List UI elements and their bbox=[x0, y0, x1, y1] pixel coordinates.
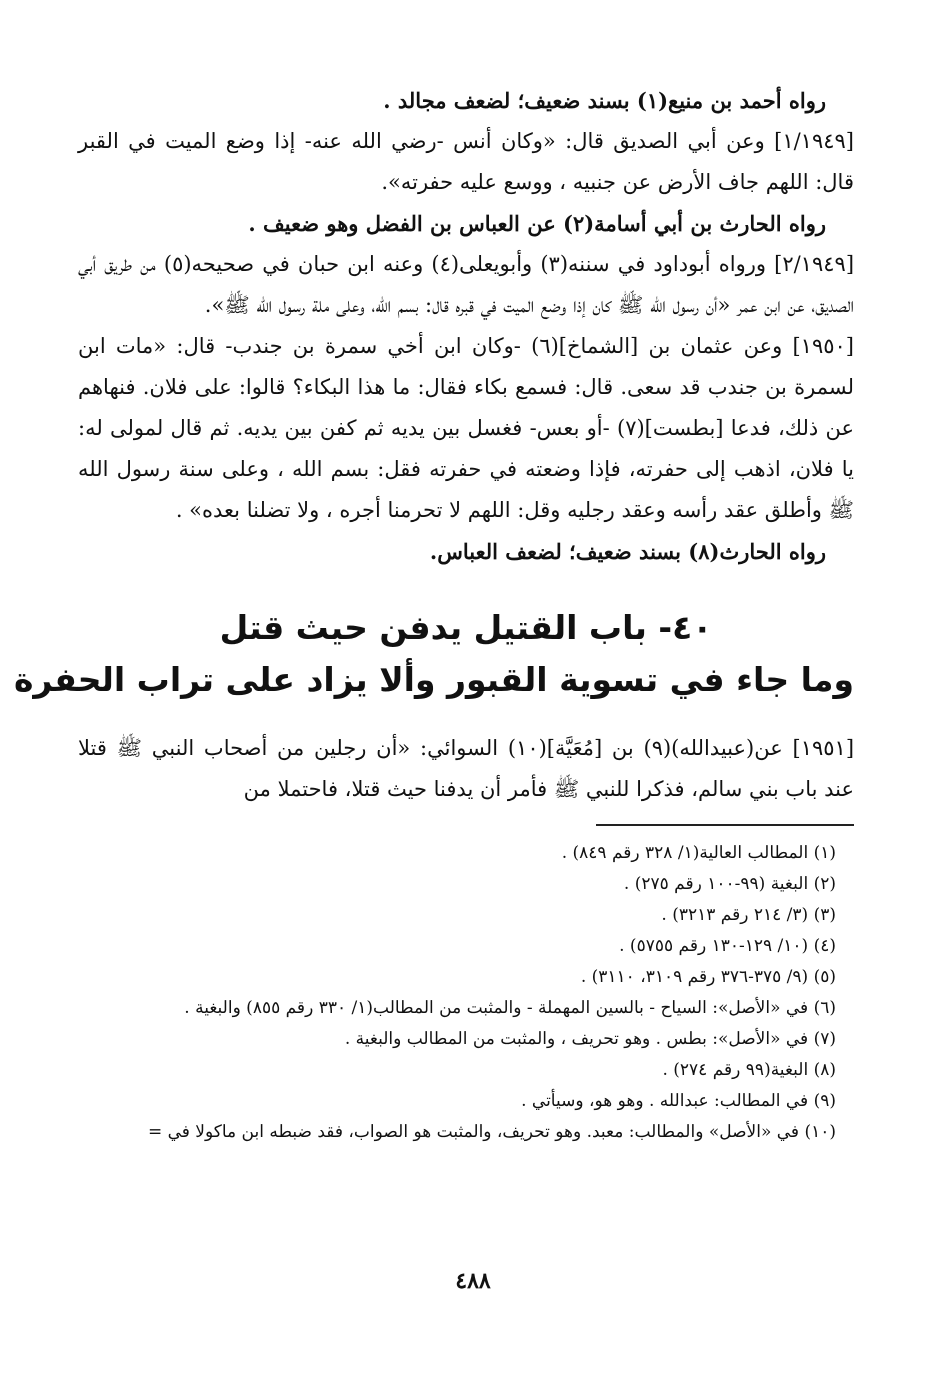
footnote: (٤) (١٠/ ١٢٩-١٣٠ رقم ٥٧٥٥) . bbox=[619, 936, 836, 956]
page-content bbox=[13, 80, 855, 1148]
chapter-heading-line-1: ٤٠- باب القتيل يدفن حيث قتل bbox=[219, 608, 713, 647]
top-paragraphs bbox=[78, 80, 854, 572]
paragraph: [١٩٥٠] وعن عثمان بن [الشماخ](٦) -وكان ابن أخي سمرة بن جندب- قال: «مات ابن لسمرة بن جندب قد سعى. قال: فسمع بكاء فقال: ما هذا البكاء؟ قالوا: على فلان. فنهاهم عن ذلك، فدعا [بطست](٧) -أو بعس- فغسل بين يديه ثم كفن بين يديه. ثم قال لمولى له: يا فلان، اذهب إلى حفرته، فإذا وضعته في حفرته فقل: بسم الله ، وعلى سنة رسول الله ﷺ وأطلق عقد رأسه وعقد رجليه وقل: اللهم لا تحرمنا أجره ، ولا تضلنا بعده» . bbox=[78, 334, 854, 522]
paragraph: رواه الحارث(٨) بسند ضعيف؛ لضعف العباس. bbox=[429, 539, 826, 564]
footnote: (٧) في «الأصل»: بطس . وهو تحريف ، والمثبت من المطالب والبغية . bbox=[344, 1029, 836, 1049]
bottom-paragraphs bbox=[78, 728, 854, 810]
paragraph: رواه الحارث بن أبي أسامة(٢) عن العباس بن الفضل وهو ضعيف . bbox=[248, 211, 826, 236]
footnote: (٥) (٩/ ٣٧٥-٣٧٦ رقم ٣١٠٩، ٣١١٠) . bbox=[580, 967, 836, 987]
page-number: ٤٨٨ bbox=[455, 1268, 491, 1294]
paragraph: [٢/١٩٤٩] ورواه أبوداود في سننه(٣) وأبويعلى(٤) وعنه ابن حبان في صحيحه(٥) من طريق أبي الصديق، عن ابن عمر «أن رسول الله ﷺ كان إذا وضع الميت في قبره قال: بسم الله، وعلى ملة رسول الله ﷺ». bbox=[78, 252, 855, 317]
chapter-heading-line-2: وما جاء في تسوية القبور وألا يزاد على تراب الحفرة bbox=[13, 660, 854, 699]
paragraph: رواه أحمد بن منيع(١) بسند ضعيف؛ لضعف مجالد . bbox=[383, 88, 826, 113]
footnote: (٢) البغية (٩٩-١٠٠ رقم ٢٧٥) . bbox=[623, 874, 836, 894]
footnote: (٨) البغية(٩٩ رقم ٢٧٤) . bbox=[662, 1060, 836, 1080]
footnote-divider bbox=[596, 824, 854, 826]
paragraph: [١٩٥١] عن(عبيدالله)(٩) بن [مُعَيَّة](١٠) السوائي: «أن رجلين من أصحاب النبي ﷺ قتلا عند باب بني سالم، فذكرا للنبي ﷺ فأمر أن يدفنا حيث قتلا، فاحتملا من bbox=[78, 736, 855, 801]
paragraph: [١/١٩٤٩] وعن أبي الصديق قال: «وكان أنس -رضي الله عنه- إذا وضع الميت في القبر قال: اللهم جاف الأرض عن جنبيه ، ووسع عليه حفرته». bbox=[78, 129, 854, 194]
footnote: (٣) (٣/ ٢١٤ رقم ٣٢١٣) . bbox=[661, 905, 836, 925]
footnote: (٦) في «الأصل»: السياح - بالسين المهملة - والمثبت من المطالب(١/ ٣٣٠ رقم ٨٥٥) والبغية . bbox=[184, 998, 836, 1018]
footnote: (١) المطالب العالية(١/ ٣٢٨ رقم ٨٤٩) . bbox=[561, 843, 836, 863]
footnote: (٩) في المطالب: عبدالله . وهو هو، وسيأتي . bbox=[521, 1091, 836, 1111]
footnote: (١٠) في «الأصل» والمطالب: معبد. وهو تحريف، والمثبت هو الصواب، فقد ضبطه ابن ماكولا في = bbox=[147, 1122, 836, 1142]
footnotes bbox=[78, 838, 854, 1148]
chapter-heading bbox=[13, 602, 854, 706]
